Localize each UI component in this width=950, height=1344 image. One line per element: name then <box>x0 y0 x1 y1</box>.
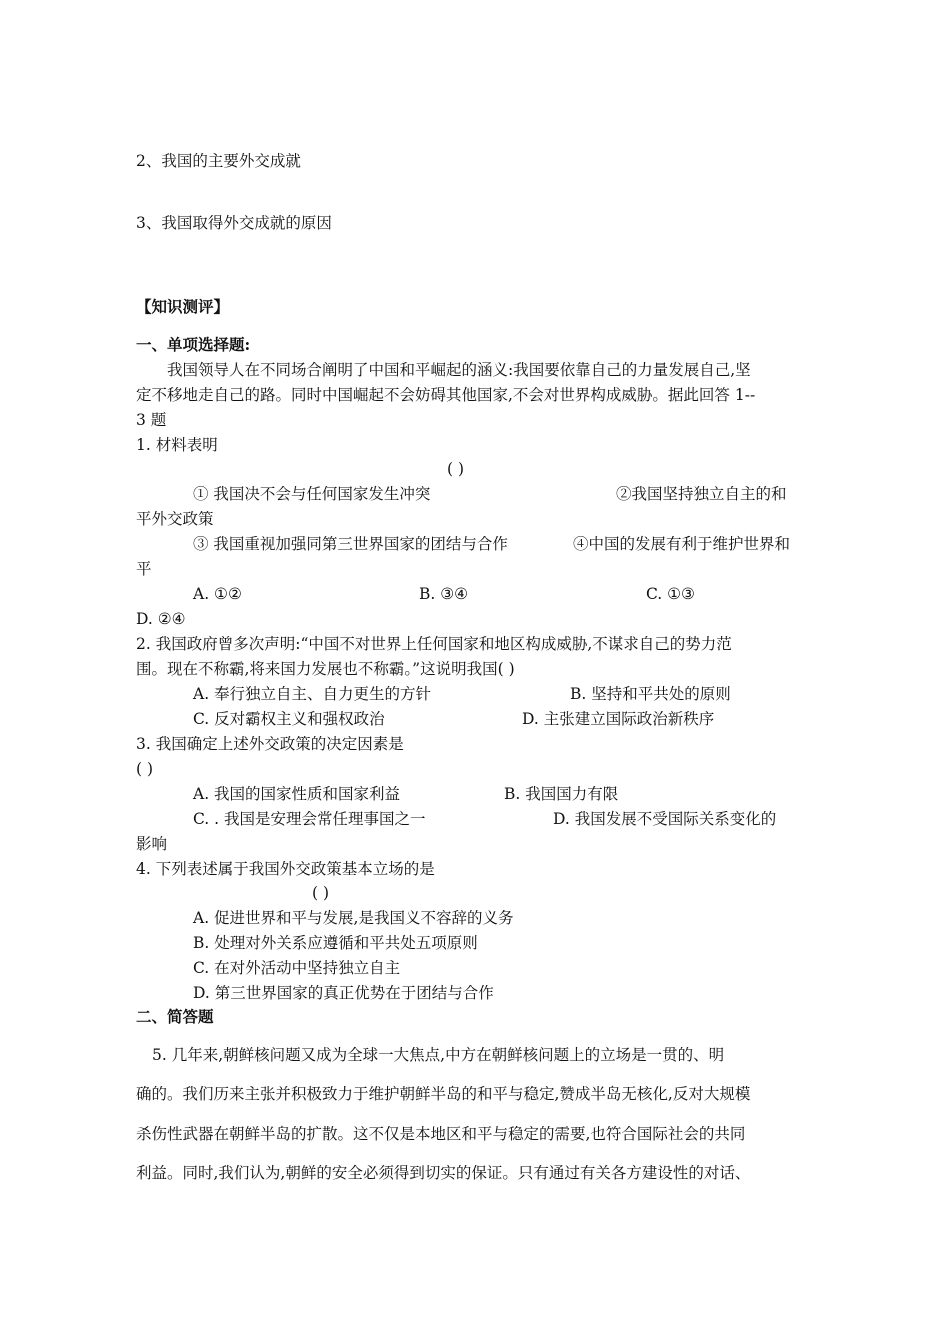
q1-choice-a: A. ①② <box>193 585 242 603</box>
q3-choice-a: A. 我国的国家性质和国家利益 <box>193 785 401 803</box>
q5-line-3: 杀伤性武器在朝鲜半岛的扩散。这不仅是本地区和平与稳定的需要,也符合国际社会的共同 <box>136 1125 746 1143</box>
q1-option-2-cont: 平外交政策 <box>136 510 214 528</box>
part2-heading: 二、简答题 <box>136 1007 214 1026</box>
q1-option-3: ③ 我国重视加强同第三世界国家的团结与合作 <box>193 535 508 553</box>
q1-choice-b: B. ③④ <box>419 585 469 603</box>
q1-option-4: ④中国的发展有利于维护世界和 <box>573 535 791 553</box>
material-line-2: 定不移地走自己的路。同时中国崛起不会妨碍其他国家,不会对世界构成威胁。据此回答 1-- <box>136 386 756 404</box>
q1-answer-blank: ( ) <box>447 460 465 478</box>
outline-item-2: 2、我国的主要外交成就 <box>136 152 301 170</box>
q2-choice-a: A. 奉行独立自主、自力更生的方针 <box>193 685 432 703</box>
q5-line-1: 5. 几年来,朝鲜核问题又成为全球一大焦点,中方在朝鲜核问题上的立场是一贯的、明 <box>152 1046 725 1064</box>
q4-choice-c: C. 在对外活动中坚持独立自主 <box>193 959 401 977</box>
material-line-3: 3 题 <box>136 411 167 429</box>
q3-choice-d: D. 我国发展不受国际关系变化的 <box>553 810 777 828</box>
q3-stem: 3. 我国确定上述外交政策的决定因素是 <box>136 735 404 753</box>
q4-choice-a: A. 促进世界和平与发展,是我国义不容辞的义务 <box>193 909 514 927</box>
q2-line-2: 围。现在不称霸,将来国力发展也不称霸。”这说明我国( ) <box>136 660 515 678</box>
q4-choice-d: D. 第三世界国家的真正优势在于团结与合作 <box>193 984 494 1002</box>
q1-option-1: ① 我国决不会与任何国家发生冲突 <box>193 485 431 503</box>
q4-stem: 4. 下列表述属于我国外交政策基本立场的是 <box>136 860 435 878</box>
q1-option-2: ②我国坚持独立自主的和 <box>616 485 787 503</box>
part1-heading: 一、单项选择题: <box>136 335 251 354</box>
q4-choice-b: B. 处理对外关系应遵循和平共处五项原则 <box>193 934 478 952</box>
q1-choice-d: D. ②④ <box>136 610 186 628</box>
q3-choice-c: C. . 我国是安理会常任理事国之一 <box>193 810 426 828</box>
q3-answer-blank: ( ) <box>136 760 154 778</box>
outline-item-3: 3、我国取得外交成就的原因 <box>136 214 332 232</box>
section-title: 【知识测评】 <box>136 297 230 316</box>
q1-choice-c: C. ①③ <box>646 585 695 603</box>
q3-choice-d-cont: 影响 <box>136 835 168 853</box>
q4-answer-blank: ( ) <box>312 884 330 902</box>
q2-line-1: 2. 我国政府曾多次声明:“中国不对世界上任何国家和地区构成威胁,不谋求自己的势力范 <box>136 635 732 653</box>
q5-line-4: 利益。同时,我们认为,朝鲜的安全必须得到切实的保证。只有通过有关各方建设性的对话、 <box>136 1164 751 1182</box>
material-line-1: 我国领导人在不同场合阐明了中国和平崛起的涵义:我国要依靠自己的力量发展自己,坚 <box>167 361 751 379</box>
q1-option-4-cont: 平 <box>136 560 152 578</box>
q2-choice-b: B. 坚持和平共处的原则 <box>570 685 731 703</box>
q3-choice-b: B. 我国国力有限 <box>504 785 619 803</box>
q5-line-2: 确的。我们历来主张并积极致力于维护朝鲜半岛的和平与稳定,赞成半岛无核化,反对大规模 <box>136 1085 751 1103</box>
q2-choice-d: D. 主张建立国际政治新秩序 <box>522 710 715 728</box>
q2-choice-c: C. 反对霸权主义和强权政治 <box>193 710 385 728</box>
q1-stem: 1. 材料表明 <box>136 436 218 454</box>
